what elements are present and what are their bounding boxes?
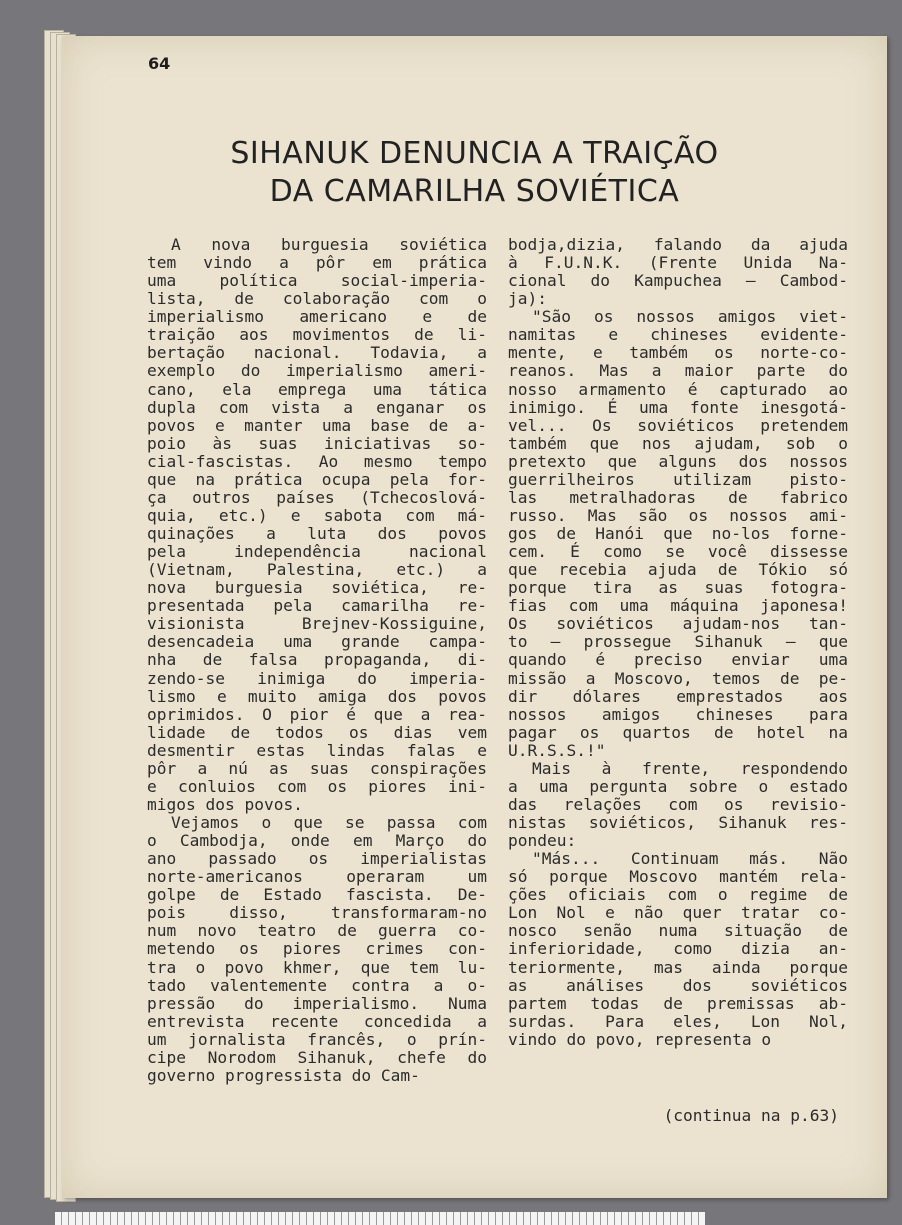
text-line: golpe de Estado fascista. De- xyxy=(147,885,487,905)
text-line: reanos. Mas a maior parte do xyxy=(508,361,848,381)
text-line: (Vietnam, Palestina, etc.) a xyxy=(147,560,487,580)
left-column xyxy=(147,236,487,1085)
text-line: russo. Mas são os nossos ami- xyxy=(508,505,848,525)
text-line: Os soviéticos ajudam-nos tan- xyxy=(508,614,848,634)
text-line: cial-fascistas. Ao mesmo tempo xyxy=(147,451,487,471)
text-line: uma política social-imperia- xyxy=(147,271,487,291)
text-line: mente, e também os norte-co- xyxy=(508,343,848,363)
article-title-line-2: DA CAMARILHA SOVIÉTICA xyxy=(269,174,680,209)
text-line: ano passado os imperialistas xyxy=(147,849,487,869)
text-line: gos de Hanói que no-los forne- xyxy=(508,524,848,543)
text-line: um jornalista francês, o prín- xyxy=(147,1029,487,1049)
text-line: ções oficiais com o regime de xyxy=(508,885,848,905)
text-line: las metralhadoras de fabrico xyxy=(508,487,848,507)
text-line: inimigo. É uma fonte inesgotá- xyxy=(508,397,848,417)
text-line: à F.U.N.K. (Frente Unida Na- xyxy=(508,253,848,273)
text-line: o Cambodja, onde em Março do xyxy=(147,831,487,851)
text-line: entrevista recente concedida a xyxy=(147,1011,487,1031)
text-line: namitas e chineses evidente- xyxy=(508,325,848,345)
text-line: pôr a nú as suas conspirações xyxy=(147,758,487,778)
text-line: nistas soviéticos, Sihanuk res- xyxy=(508,813,848,832)
text-line: cem. É como se você dissesse xyxy=(508,542,848,562)
text-line: Lon Nol e não quer tratar co- xyxy=(508,903,848,923)
text-line: exemplo do imperialismo ameri- xyxy=(147,361,487,381)
text-line: que na prática ocupa pela for- xyxy=(147,469,487,489)
text-line: desencadeia uma grande campa- xyxy=(147,632,487,652)
text-line: zendo-se inimiga do imperia- xyxy=(147,668,487,688)
text-line: Mais à frente, respondendo xyxy=(532,758,848,778)
text-line: das relações com os revisio- xyxy=(508,794,848,814)
text-line: também que nos ajudam, sob o xyxy=(508,433,848,453)
text-line: nha de falsa propaganda, di- xyxy=(147,650,487,670)
text-line: A nova burguesia soviética xyxy=(171,235,487,254)
text-line: nosco senão numa situação de xyxy=(508,921,848,941)
text-line: missão a Moscovo, temos de pe- xyxy=(508,668,848,688)
continuation-note: (continua na p.63) xyxy=(663,1106,839,1125)
text-line: ça outros países (Tchecoslová- xyxy=(147,487,487,507)
text-line: governo progressista do Cam- xyxy=(147,1065,420,1085)
text-line: pondeu: xyxy=(508,831,577,851)
text-line: tem vindo a pôr em prática xyxy=(147,253,487,273)
text-line: que recebia ajuda de Tókio só xyxy=(508,560,848,580)
text-line: as análises dos soviéticos xyxy=(508,975,848,995)
document-page xyxy=(62,36,887,1198)
text-line: teriormente, mas ainda porque xyxy=(508,957,848,977)
text-line: só porque Moscovo mantém rela- xyxy=(508,867,848,887)
text-line: pois disso, transformaram-no xyxy=(147,903,487,923)
text-line: fias com uma máquina japonesa! xyxy=(508,596,848,616)
text-line: guerrilheiros utilizam pisto- xyxy=(508,469,848,489)
text-line: bodja,dizia, falando da ajuda xyxy=(508,235,848,254)
right-column xyxy=(508,236,848,1049)
text-line: "São os nossos amigos viet- xyxy=(532,307,848,327)
text-line: lismo e muito amiga dos povos xyxy=(147,686,487,706)
text-line: inferioridade, como dizia an- xyxy=(508,939,848,959)
text-line: pagar os quartos de hotel na xyxy=(508,722,848,742)
article-title-line-1: SIHANUK DENUNCIA A TRAIÇÃO xyxy=(230,136,719,171)
text-line: quando é preciso enviar uma xyxy=(508,650,848,670)
text-line: pela independência nacional xyxy=(147,542,487,562)
text-line: tado valentemente contra a o- xyxy=(147,975,487,995)
text-line: pressão do imperialismo. Numa xyxy=(147,993,487,1013)
text-line: nova burguesia soviética, re- xyxy=(147,578,487,598)
text-line: vel... Os soviéticos pretendem xyxy=(508,415,848,435)
text-line: imperialismo americano e de xyxy=(147,307,487,327)
text-line: lista, de colaboração com o xyxy=(147,289,487,309)
text-line: Vejamos o que se passa com xyxy=(171,813,487,832)
text-line: vindo do povo, representa o xyxy=(508,1029,772,1049)
page-number: 64 xyxy=(148,54,171,73)
text-line: ja): xyxy=(508,289,547,309)
measurement-ruler xyxy=(55,1212,705,1225)
text-line: lidade de todos os dias vem xyxy=(147,722,487,742)
text-line: nossos amigos chineses para xyxy=(508,704,848,724)
text-line: tra o povo khmer, que tem lu- xyxy=(147,957,487,977)
text-line: migos dos povos. xyxy=(147,794,303,814)
text-line: quia, etc.) e sabota com má- xyxy=(147,505,487,525)
text-line: bertação nacional. Todavia, a xyxy=(147,343,487,363)
text-line: cano, ela emprega uma tática xyxy=(147,379,487,399)
text-line: oprimidos. O pior é que a rea- xyxy=(147,704,487,724)
text-line: cional do Kampuchea — Cambod- xyxy=(508,271,848,291)
text-line: metendo os piores crimes con- xyxy=(147,939,487,959)
text-line: "Más... Continuam más. Não xyxy=(532,849,848,869)
text-line: a uma pergunta sobre o estado xyxy=(508,776,848,796)
text-line: e conluios com os piores ini- xyxy=(147,776,487,796)
text-line: poio às suas iniciativas so- xyxy=(147,433,487,453)
text-line: povos e manter uma base de a- xyxy=(147,415,487,435)
text-line: pretexto que alguns dos nossos xyxy=(508,451,848,471)
text-line: surdas. Para eles, Lon Nol, xyxy=(508,1011,848,1031)
text-line: visionista Brejnev-Kossiguine, xyxy=(147,614,487,634)
text-line: to — prossegue Sihanuk — que xyxy=(508,632,848,652)
text-line: partem todas de premissas ab- xyxy=(508,993,848,1013)
text-line: quinações a luta dos povos xyxy=(147,524,487,543)
text-line: nosso armamento é capturado ao xyxy=(508,379,848,399)
text-line: porque tira as suas fotogra- xyxy=(508,578,848,598)
text-line: desmentir estas lindas falas e xyxy=(147,740,487,760)
text-line: presentada pela camarilha re- xyxy=(147,596,487,616)
text-line: dupla com vista a enganar os xyxy=(147,397,487,417)
text-line: cipe Norodom Sihanuk, chefe do xyxy=(147,1047,487,1067)
text-line: dir dólares emprestados aos xyxy=(508,686,848,706)
text-line: norte-americanos operaram um xyxy=(147,867,487,887)
text-line: U.R.S.S.!" xyxy=(508,740,606,760)
text-line: num novo teatro de guerra co- xyxy=(147,921,487,941)
text-line: traição aos movimentos de li- xyxy=(147,325,487,345)
